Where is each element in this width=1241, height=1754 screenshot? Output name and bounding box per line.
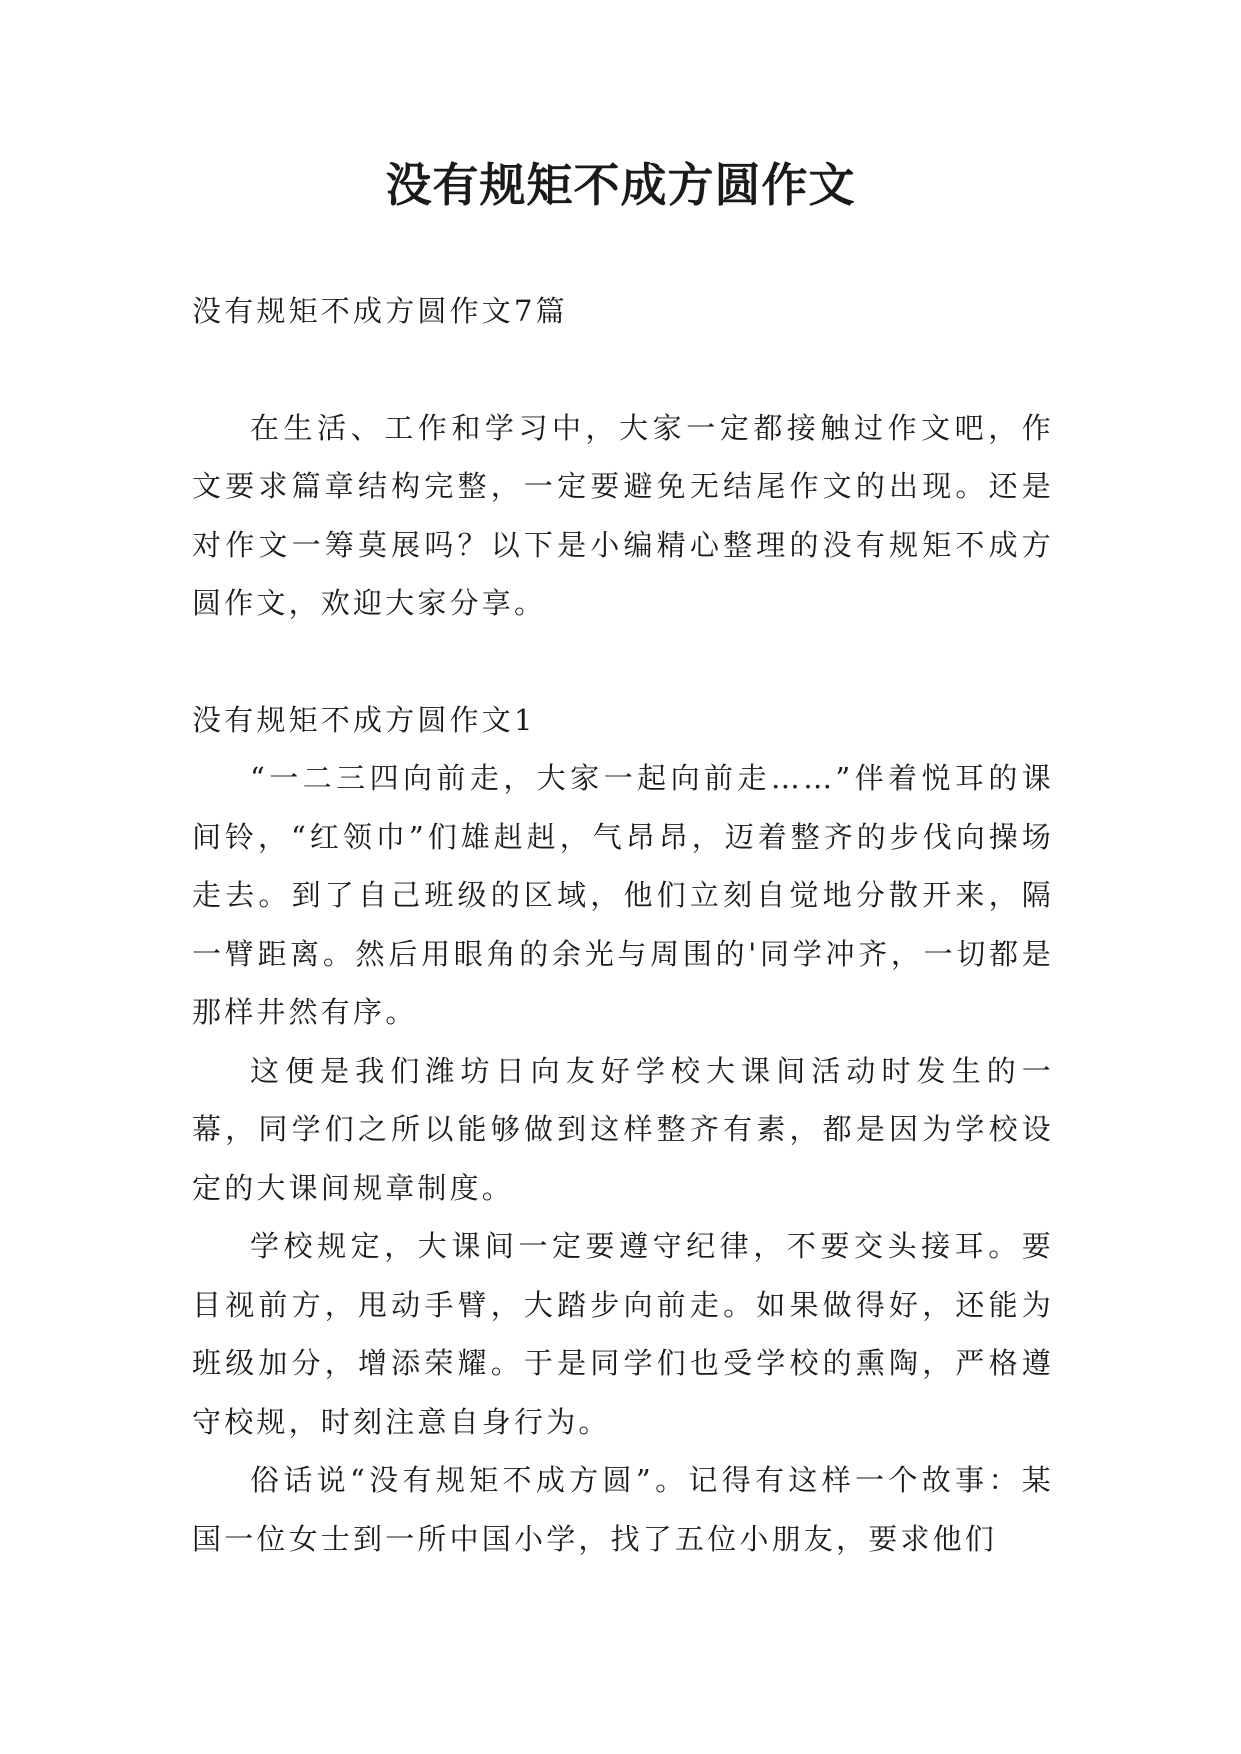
collection-heading: 没有规矩不成方圆作文7篇 [192,294,568,328]
essay-heading: 没有规矩不成方圆作文1 [192,702,536,737]
body-paragraph: 俗话说“没有规矩不成方圆”。记得有这样一个故事：某国一位女士到一所中国小学，找了五位小朋友，要求他们 [192,1463,1054,1556]
intro-paragraph: 在生活、工作和学习中，大家一定都接触过作文吧，作文要求篇章结构完整，一定要避免无结尾作文的出现。还是对作文一筹莫展吗？以下是小编精心整理的没有规矩不成方圆作文，欢迎大家分享。 [192,410,1054,620]
document-title: 没有规矩不成方圆作文 [385,158,856,212]
body-paragraph: 学校规定，大课间一定要遵守纪律，不要交头接耳。要目视前方，甩动手臂，大踏步向前走。如果做得好，还能为班级加分，增添荣耀。于是同学们也受学校的熏陶，严格遵守校规，时刻注意自身行为。 [192,1229,1054,1439]
body-paragraph: “一二三四向前走，大家一起向前走……”伴着悦耳的课间铃，“红领巾”们雄赳赳，气昂昂，迈着整齐的步伐向操场走去。到了自己班级的区域，他们立刻自觉地分散开来，隔一臂距离。然后用眼角的余光与周围的'同学冲齐，一切都是那样井然有序。 [192,761,1054,1029]
body-paragraph: 这便是我们潍坊日向友好学校大课间活动时发生的一幕，同学们之所以能够做到这样整齐有素，都是因为学校设定的大课间规章制度。 [192,1053,1054,1205]
document-body [192,282,1054,1568]
